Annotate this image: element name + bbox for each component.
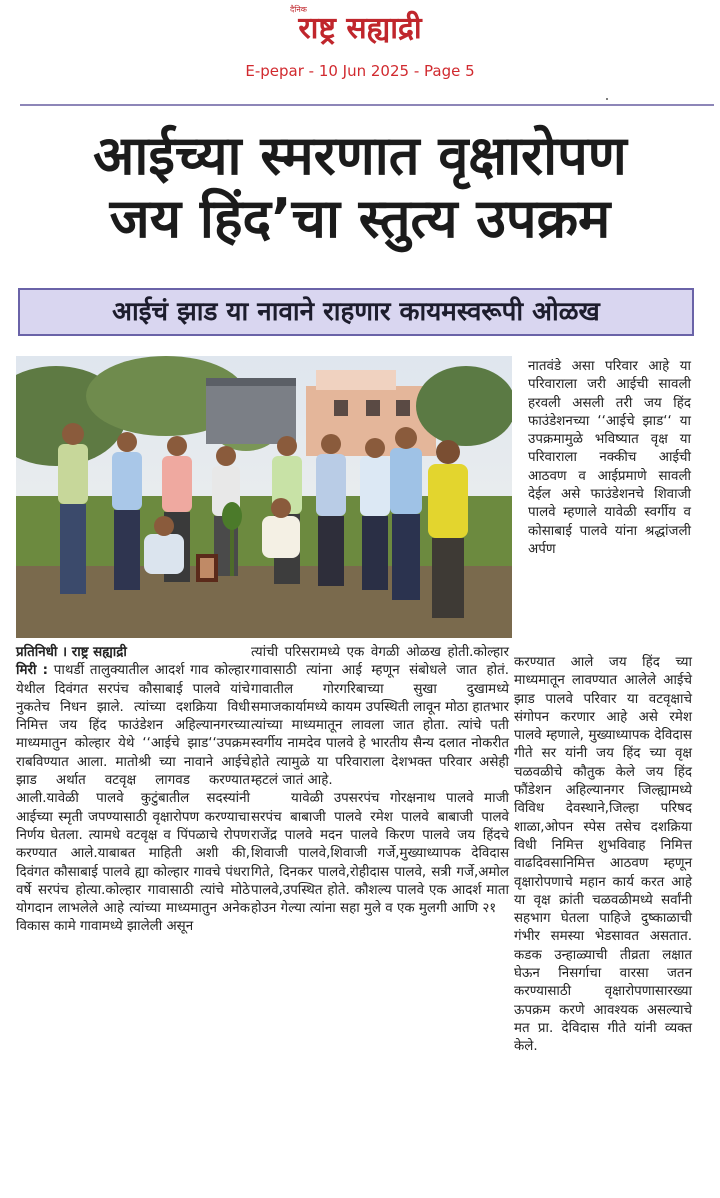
byline: प्रतिनिधी । राष्ट्र सह्याद्री xyxy=(16,645,127,660)
masthead-tagline: दैनिक xyxy=(290,5,307,14)
edition-line: E-pepar - 10 Jun 2025 - Page 5 xyxy=(245,62,475,80)
headline-line-2: जय हिंद’चा स्तुत्य उपक्रम xyxy=(109,187,611,250)
column-2-paragraph-1: त्यांची परिसरामध्ये एक वेगळी ओळख होती.कोल्हार गावासाठी त्यांना आई म्हणून संबोधले जात होतं. गावातील गोरगरिबाच्या सुखा दुखामध्ये समाजकार्यामध्ये कायम उपस्थिती लावून मोठा हातभार त्यांच्या माध्यमातून लावला जात होता. त्यांचे पती स्वर्गीय नामदेव पालवे हे भारतीय सैन्य दलात नोकरीत होते त्यामुळे या परिवाराला देशभक्त परिवार असेही म्हटलं जातं आहे. xyxy=(251,645,509,789)
tree-plantation-photo xyxy=(16,356,512,638)
dateline: मिरी : xyxy=(16,663,48,679)
article-column-3-bottom xyxy=(514,654,692,1057)
divider xyxy=(20,104,714,106)
column-3-bottom-text: करण्यात आले जय हिंद च्या माध्यमातून लावण्यात आलेले आईचे झाड पालवे परिवार या वटवृक्षाचे संगोपन करणार आहे असे रमेश पालवे म्हणाले, मुख्याध्यापक देविदास गीते सर यांनी जय हिंद च्या वृक्ष चळवळीचे कौतुक केले जय हिंद फौंडेशन अहिल्यानगर जिल्ह्यामध्ये विविध देवस्थाने,जिल्हा परिषद शाळा,ओपन स्पेस तसेच दशक्रिया विधी निमित्त शुभविवाह निमित्त वाढदिवसानिमित्त आठवण म्हणून वृक्षारोपणाचे महान कार्य करत आहे या वृक्ष क्रांती चळवळीमध्ये सर्वांनी सहभाग घेतला पाहिजे दुष्काळाची गंभीर समस्या भेडसावत असतात. कडक उन्हाळ्याची तीव्रता लक्षात घेऊन निसर्गाचा वारसा जतन करण्यासाठी वृक्षारोपणासारख्या ऊपक्रम करणे आवश्यक असल्याचे मत प्रा. देविदास गीते यांनी व्यक्त केले. xyxy=(514,655,692,1055)
newspaper-logo: राष्ट्र सह्याद्री xyxy=(298,11,422,46)
masthead xyxy=(0,0,720,60)
dot-mark xyxy=(606,98,608,100)
column-1-paragraph xyxy=(16,662,250,936)
column-3-top-text: नातवंडे असा परिवार आहे या परिवाराला जरी आईची सावली हरवली असली तरी जय हिंद फाउंडेशनच्या ‘‘आईचे झाड‘‘ या उपक्रमामुळे भविष्यात वृक्ष या परिवाराला नक्कीच आईची आठवण व आईप्रमाणे सावली देईल असे फाउंडेशनचे शिवाजी पालवे म्हणाले यावेळी स्वर्गीय व कोसाबाई पालवे यांना श्रद्धांजली अर्पण xyxy=(528,359,691,557)
subheadline: आईचं झाड या नावाने राहणार कायमस्वरूपी ओळख xyxy=(18,288,694,336)
article-column-1 xyxy=(16,644,250,937)
headline-line-1: आईच्या स्मरणात वृक्षारोपण xyxy=(93,124,627,187)
article-column-3-top xyxy=(528,358,691,559)
news-photo xyxy=(16,356,512,638)
column-1-text: पाथर्डी तालुक्यातील आदर्श गाव कोल्हार येथील दिवंगत सरपंच कौसाबाई पालवे यांचे नुकतेच निधन झाले. त्यांच्या दशक्रिया विधी निमित्त जय हिंद फाउंडेशन अहिल्यानगरच्या माध्यमातुन कोल्हार येथे ‘‘आईचे झाड‘‘उपक्रम राबविण्यात आला. मातोश्री च्या नावाने आईचे झाड अर्थात वटवृक्ष लागवड करण्यात आली.यावेळी पालवे कुटुंबातील सदस्यांनी आईच्या स्मृती जपण्यासाठी वृक्षारोपण करण्याचा निर्णय घेतला. त्यामधे वटवृक्ष व पिंपळाचे रोपण करण्यात आले.याबाबत माहिती अशी की, दिवंगत कौसाबाई पालवे ह्या कोल्हार गावचे पंधरा वर्षे सरपंच होत्या.कोल्हार गावासाठी त्यांचे मोठे योगदान लाभलेले आहे त्यांच्या माध्यमातुन अनेक विकास कामे गावामध्ये झालेली असून xyxy=(16,663,251,935)
article-column-2 xyxy=(251,644,509,918)
column-2-paragraph-2: यावेळी उपसरपंच गोरक्षनाथ पालवे माजी सरपंच बाबाजी पालवे रमेश पालवे बाबाजी पालवे राजेंद्र पालवे मदन पालवे किरण पालवे जय हिंदचे शिवाजी पालवे,शिवाजी गर्जे,मुख्याध्यापक देविदास गिते, दिनकर पालवे,रोहीदास पालवे, सत्री गर्जे,अमोल पालवे,उपस्थित होते. कौशल्य पालवे एक आदर्श माता होउन गेल्या त्यांना सहा मुले व एक मुलगी आणि २१ xyxy=(251,791,509,917)
